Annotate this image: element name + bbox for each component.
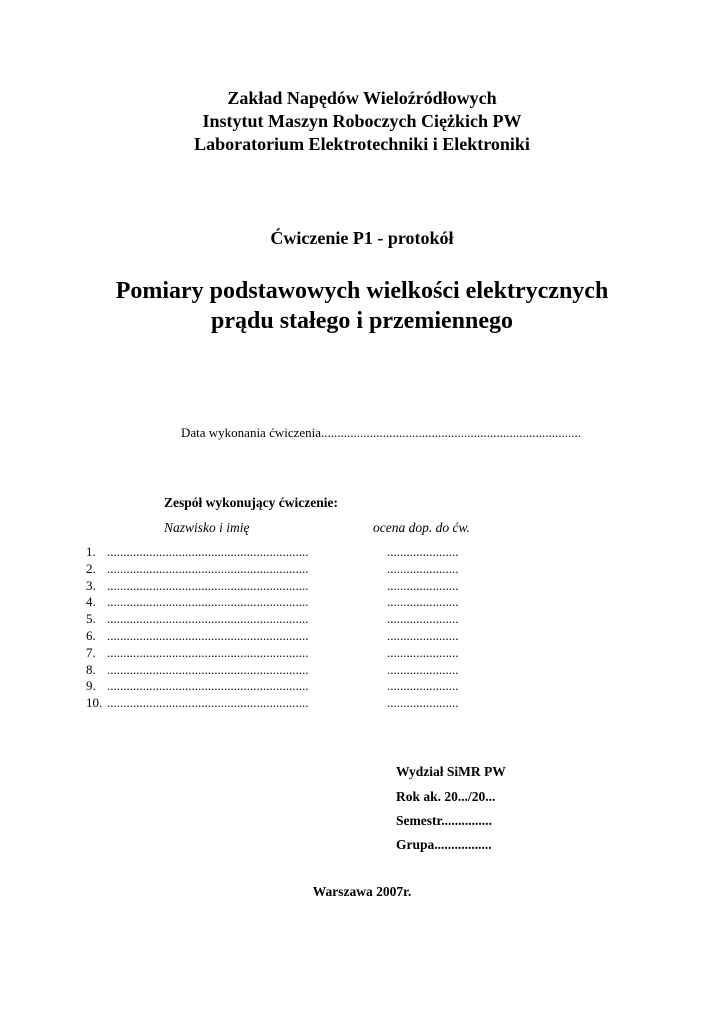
member-grade-field: ......................	[387, 695, 459, 711]
member-number: 3.	[86, 577, 96, 593]
member-number: 2.	[86, 560, 96, 576]
member-grade-field: ......................	[387, 577, 459, 593]
column-header-name: Nazwisko i imię	[164, 520, 250, 535]
member-name-field: ..............................................................	[107, 577, 309, 593]
place-and-date: Warszawa 2007r.	[312, 884, 412, 899]
member-number: 10.	[86, 695, 103, 711]
group-field: Grupa.................	[396, 837, 492, 852]
member-name-field: ..............................................................	[107, 678, 309, 694]
semester-field: Semestr...............	[396, 813, 492, 828]
member-grade-field: ......................	[387, 611, 459, 627]
member-number: 7.	[86, 644, 96, 660]
member-name-field: ..............................................................	[107, 644, 309, 660]
document-title-line2: prądu stałego i przemiennego	[211, 308, 513, 334]
member-number: 9.	[86, 678, 96, 694]
document-title-line1: Pomiary podstawowych wielkości elektrycznych	[115, 278, 609, 304]
member-grade-field: ......................	[387, 594, 459, 610]
team-heading: Zespół wykonujący ćwiczenie:	[164, 495, 338, 510]
member-number: 5.	[86, 611, 96, 627]
member-name-field: ..............................................................	[107, 695, 309, 711]
member-name-field: ..............................................................	[107, 544, 309, 559]
member-number: 6.	[86, 627, 96, 643]
column-header-grade: ocena dop. do ćw.	[373, 520, 470, 535]
exercise-label: Ćwiczenie P1 - protokół	[270, 228, 454, 248]
faculty-label: Wydział SiMR PW	[396, 764, 506, 779]
header-line-laboratory: Laboratorium Elektrotechniki i Elektroniki	[194, 134, 530, 154]
header-line-institute: Instytut Maszyn Roboczych Ciężkich PW	[202, 111, 522, 131]
member-name-field: ..............................................................	[107, 560, 309, 576]
member-name-field: ..............................................................	[107, 594, 309, 610]
member-number: 8.	[86, 661, 96, 677]
date-line: Data wykonania ćwiczenia................................................................................	[181, 425, 582, 440]
member-grade-field: ......................	[387, 544, 459, 559]
member-name-field: ..............................................................	[107, 627, 309, 643]
member-grade-field: ......................	[387, 678, 459, 694]
academic-year-field: Rok ak. 20.../20...	[396, 789, 496, 804]
member-number: 1.	[86, 544, 96, 559]
member-grade-field: ......................	[387, 627, 459, 643]
member-number: 4.	[86, 594, 96, 610]
member-grade-field: ......................	[387, 644, 459, 660]
member-name-field: ..............................................................	[107, 611, 309, 627]
member-grade-field: ......................	[387, 560, 459, 576]
member-grade-field: ......................	[387, 661, 459, 677]
header-line-department: Zakład Napędów Wieloźródłowych	[227, 88, 497, 108]
member-name-field: ..............................................................	[107, 661, 309, 677]
